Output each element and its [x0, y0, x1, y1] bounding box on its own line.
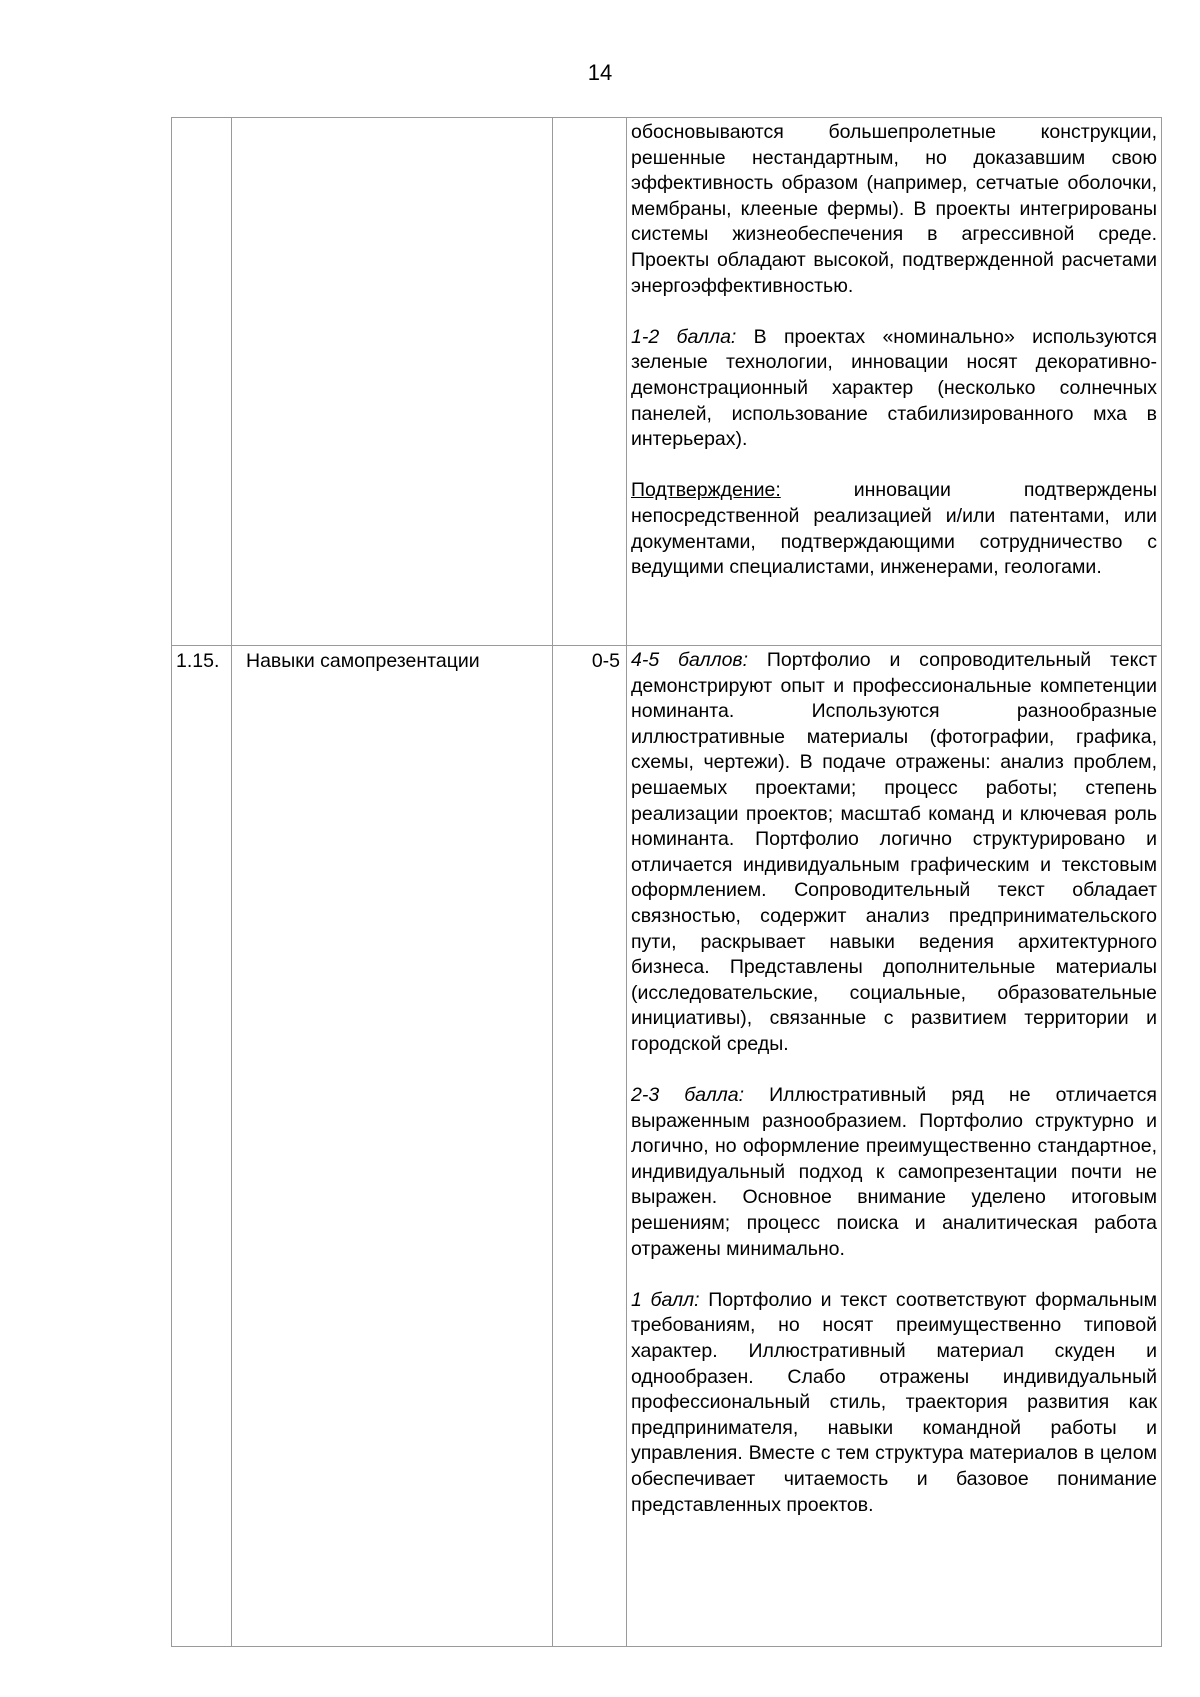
score-level-label: 4-5 баллов:	[631, 649, 749, 671]
criterion-description-cell	[627, 646, 1162, 1647]
paragraph-text: обосновываются большепролетные конструкции, решенные нестандартным, но доказавшим свою эффективность образом (например, сетчатые оболочки, мембраны, клееные фермы). В проекты интегрированы системы жизнеобеспечения в агрессивной среде. Проекты обладают высокой, подтвержденной расчетами энергоэффективностью.	[631, 121, 1157, 297]
description-paragraph	[631, 1288, 1157, 1518]
score-range-cell	[553, 118, 627, 646]
table-row	[172, 118, 1162, 646]
criteria-table	[171, 117, 1162, 1647]
score-level-label: 1 балл:	[631, 1288, 700, 1311]
description-paragraph	[631, 478, 1157, 580]
score-level-label: 2-3 балла:	[631, 1084, 745, 1107]
paragraph-text: В проектах «номинально» используются зеленые технологии, инновации носят декоративно-демонстрационный характер (несколько солнечных панелей, использование стабилизированного мха в интерьерах).	[631, 325, 1157, 451]
score-range-cell: 0-5	[553, 646, 627, 1647]
table-row	[172, 646, 1162, 1647]
description-paragraph	[631, 120, 1157, 299]
description-paragraph	[631, 1083, 1157, 1262]
criterion-name-cell	[232, 118, 553, 646]
page-number: 14	[587, 60, 613, 85]
score-level-label: 1-2 балла:	[631, 325, 737, 348]
confirmation-label: Подтверждение:	[631, 479, 781, 502]
paragraph-text: Портфолио и сопроводительный текст демонстрируют опыт и профессиональные компетенции номинанта. Используются разнообразные иллюстративные материалы (фотографии, графика, схемы, чертежи). В подаче отражены: анализ проблем, решаемых проектами; процесс работы; степень реализации проектов; масштаб команд и ключевая роль номинанта. Портфолио логично структурировано и отличается индивидуальным графическим и текстовым оформлением. Сопроводительный текст обладает связностью, содержит анализ предпринимательского пути, раскрывает навыки ведения архитектурного бизнеса. Представлены дополнительные материалы (исследовательские, социальные, образовательные инициативы), связанные с развитием территории и городской среды.	[631, 649, 1157, 1055]
paragraph-text: Иллюстративный ряд не отличается выраженным разнообразием. Портфолио структурно и логично, но оформление преимущественно стандартное, индивидуальный подход к самопрезентации почти не выражен. Основное внимание уделено итоговым решениям; процесс поиска и аналитическая работа отражены минимально.	[631, 1084, 1157, 1260]
paragraph-text: Портфолио и текст соответствуют формальным требованиям, но носят преимущественно типовой характер. Иллюстративный материал скуден и однообразен. Слабо отражены индивидуальный профессиональный стиль, траектория развития как предпринимателя, навыки командной работы и управления. Вместе с тем структура материалов в целом обеспечивает читаемость и базовое понимание представленных проектов.	[631, 1288, 1157, 1516]
criterion-name-cell: Навыки самопрезентации	[232, 646, 553, 1647]
description-paragraph	[631, 325, 1157, 453]
description-paragraph	[631, 648, 1157, 1058]
row-number-cell	[172, 118, 232, 646]
criterion-description-cell	[627, 118, 1162, 646]
row-number-cell: 1.15.	[172, 646, 232, 1647]
paragraph-text: инновации подтверждены непосредственной реализацией и/или патентами, или документами, подтверждающими сотрудничество с ведущими специалистами, инженерами, геологами.	[631, 479, 1157, 579]
